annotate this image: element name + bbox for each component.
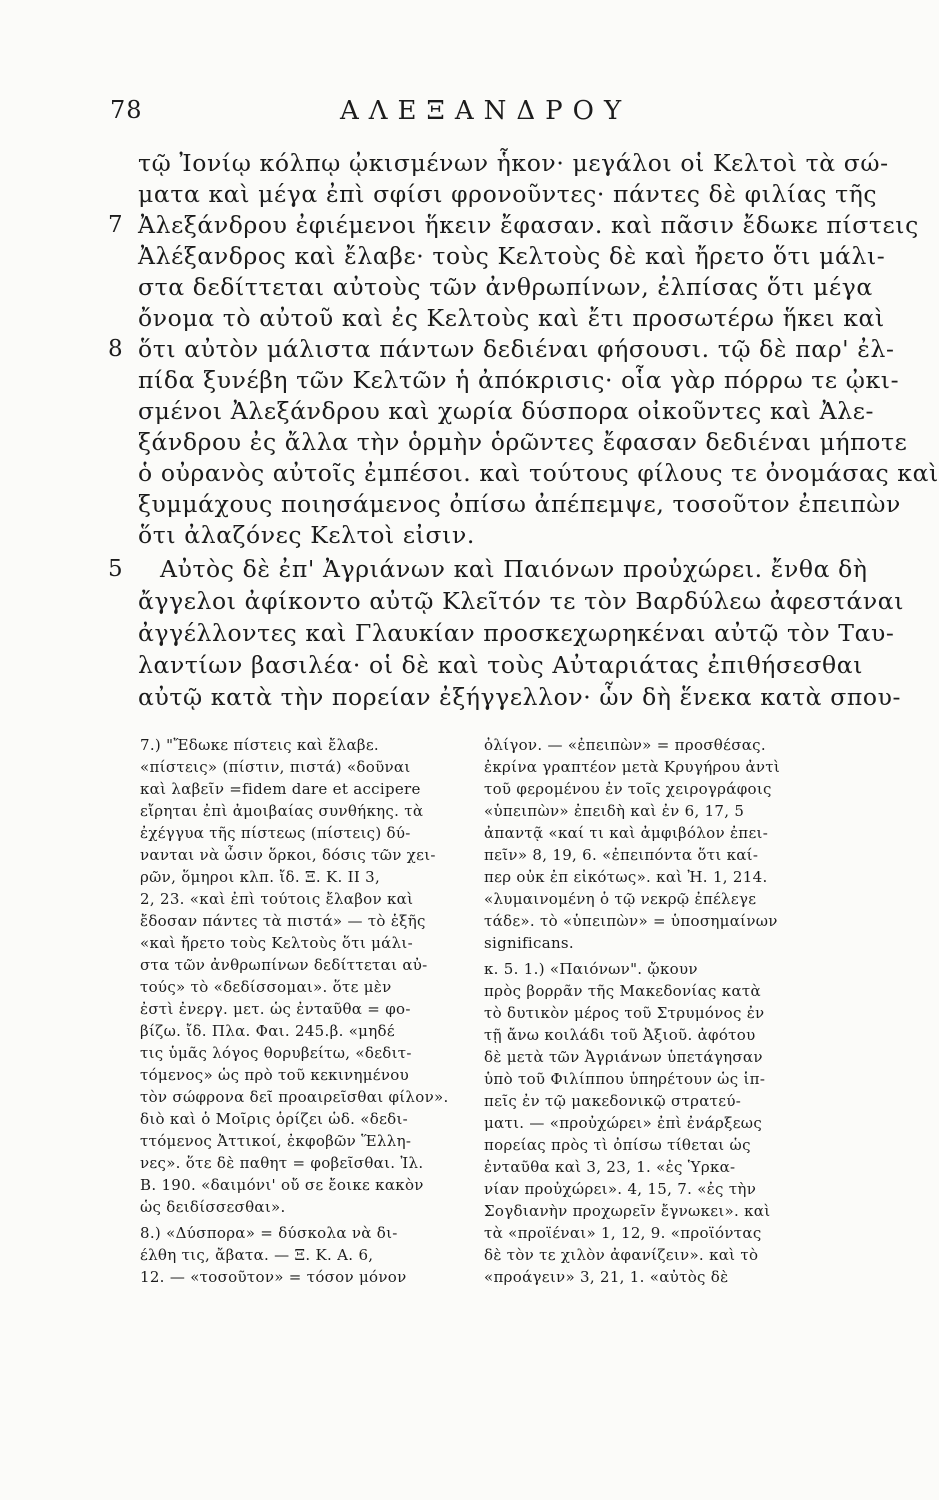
text-line: στα δεδίττεται αὐτοὺς τῶν ἀνθρωπίνων, ἐλπίσας ὅτι μέγα	[138, 273, 873, 301]
note-line: βίζω. ἴδ. Πλα. Φαι. 245.β. «μηδέ	[140, 1022, 395, 1040]
note-line: καὶ λαβεῖν =fidem dare et accipere	[140, 780, 421, 798]
text-line: Ἀλεξάνδρου ἐφιέμενοι ἥκειν ἔφασαν. καὶ πᾶσιν ἔδωκε πίστεις	[138, 211, 919, 239]
note-line: «ὑπειπὼν» ἐπειδὴ καὶ ἐν 6, 17, 5	[484, 802, 745, 820]
section-number: 8	[108, 336, 123, 362]
text-line: ὅτι αὐτὸν μάλιστα πάντων δεδιέναι φήσουσι. τῷ δὲ παρ' ἐλ-	[138, 335, 895, 363]
note-line: ὀλίγον. — «ἐπειπὼν» = προσθέσας.	[484, 736, 766, 754]
note-line: ματι. — «προὐχώρει» ἐπὶ ἐνάρξεως	[484, 1114, 763, 1132]
note-line: τόμενος» ὡς πρὸ τοῦ κεκινημένου	[140, 1066, 410, 1084]
note-line: «πίστεις» (πίστιν, πιστά) «δοῦναι	[140, 758, 411, 776]
page-number: 78	[110, 96, 143, 124]
note-line: τούς» τὸ «δεδίσσομαι». ὅτε μὲν	[140, 978, 392, 996]
note-line: Β. 190. «δαιμόνι' οὔ σε ἔοικε κακὸν	[140, 1176, 424, 1194]
note-line: νανται νὰ ὦσιν ὅρκοι, δόσις τῶν χει-	[140, 846, 436, 864]
note-line: δὲ μετὰ τῶν Ἀγριάνων ὑπετάγησαν	[484, 1048, 763, 1066]
text-notes-separator	[138, 705, 798, 706]
note-line: πρὸς βορρᾶν τῆς Μακεδονίας κατὰ	[484, 982, 761, 1000]
chapter-number: 5	[108, 556, 123, 582]
text-line: ὅτι ἀλαζόνες Κελτοὶ εἰσιν.	[138, 521, 475, 549]
note-line: διὸ καὶ ὁ Μοῖρις ὁρίζει ὡδ. «δεδι-	[140, 1110, 409, 1128]
note-line: έλθη τις, ἄβατα. — Ξ. Κ. Α. 6,	[140, 1246, 374, 1264]
note-line: τὰ «προϊέναι» 1, 12, 9. «προϊόντας	[484, 1224, 762, 1242]
note-line: ἐκρίνα γραπτέον μετὰ Κρυγήρου ἀντὶ	[484, 758, 781, 776]
note-line: νες». ὅτε δὲ παθητ = φοβεῖσθαι. Ἰλ.	[140, 1154, 424, 1172]
text-line: ξάνδρου ἐς ἄλλα τὴν ὁρμὴν ὁρῶντες ἔφασαν δεδιέναι μήποτε	[138, 428, 908, 456]
text-line: ὄνομα τὸ αὐτοῦ καὶ ἐς Κελτοὺς καὶ ἔτι προσωτέρω ἥκει καὶ	[138, 304, 885, 332]
note-line: πορείας πρὸς τὶ ὀπίσω τίθεται ὡς	[484, 1136, 751, 1154]
text-line: πίδα ξυνέβη τῶν Κελτῶν ἡ ἀπόκρισις· οἷα γὰρ πόρρω τε ᾠκι-	[138, 366, 900, 394]
note-line: τάδε». τὸ «ὑπειπὼν» = ὑποσημαίνων	[484, 912, 778, 930]
section-number: 7	[108, 212, 123, 238]
note-line: ἐστὶ ἐνεργ. μετ. ὡς ἐνταῦθα = φο-	[140, 1000, 411, 1018]
note-line: ρῶν, ὅμηροι κλπ. ἴδ. Ξ. Κ. II 3,	[140, 868, 381, 886]
note-line: νίαν προὐχώρει». 4, 15, 7. «ἐς τὴν	[484, 1180, 757, 1198]
note-line: τὸν σώφρονα δεῖ προαιρεῖσθαι φίλον».	[140, 1088, 449, 1106]
note-line: «λυμαινομένη ὁ τῷ νεκρῷ ἐπέλεγε	[484, 890, 757, 908]
note-line: ἔδοσαν πάντες τὰ πιστά» — τὸ ἑξῆς	[140, 912, 426, 930]
note-line: δὲ τὸν τε χιλὸν ἀφανίζειν». καὶ τὸ	[484, 1246, 759, 1264]
note-line: Σογδιανὴν προχωρεῖν ἔγνωκει». καὶ	[484, 1202, 771, 1220]
note-line: τῇ ἄνω κοιλάδι τοῦ Ἀξιοῦ. ἀφότου	[484, 1026, 756, 1044]
note-line: ττόμενος Ἀττικοί, ἐκφοβῶν Ἕλλη-	[140, 1132, 412, 1150]
note-line: τὸ δυτικὸν μέρος τοῦ Στρυμόνος ἐν	[484, 1004, 765, 1022]
text-line: αὐτῷ κατὰ τὴν πορείαν ἐξήγγελλον· ὧν δὴ ἕνεκα κατὰ σπου-	[138, 683, 902, 711]
note-line: ἐνταῦθα καὶ 3, 23, 1. «ἐς Ὑρκα-	[484, 1158, 736, 1176]
note-line: 2, 23. «καὶ ἐπὶ τούτοις ἔλαβον καὶ	[140, 890, 414, 908]
text-line: σμένοι Ἀλεξάνδρου καὶ χωρία δύσπορα οἰκοῦντες καὶ Ἀλε-	[138, 397, 875, 425]
running-title: ΑΛΕΞΑΝΔΡΟΥ	[340, 96, 632, 126]
text-line: ξυμμάχους ποιησάμενος ὀπίσω ἀπέπεμψε, τοσοῦτον ἐπειπὼν	[138, 490, 901, 518]
page-header	[110, 96, 790, 136]
note-line: τοῦ φερομένου ἐν τοῖς χειρογράφοις	[484, 780, 772, 798]
note-line: ὡς δειδίσσεσθαι».	[140, 1198, 286, 1216]
note-line: στα τῶν ἀνθρωπίνων δεδίττεται αὐ-	[140, 956, 428, 974]
text-line: ἀγγέλλοντες καὶ Γλαυκίαν προσκεχωρηκέναι αὐτῷ τὸν Ταυ-	[138, 619, 895, 647]
text-line: ματα καὶ μέγα ἐπὶ σφίσι φρονοῦντες· πάντες δὲ φιλίας τῆς	[138, 180, 878, 208]
text-line: τῷ Ἰονίῳ κόλπῳ ᾠκισμένων ἧκον· μεγάλοι οἱ Κελτοὶ τὰ σώ-	[138, 149, 889, 177]
note-line: πεῖν» 8, 19, 6. «ἐπειπόντα ὅτι καί-	[484, 846, 759, 864]
note-line: «προάγειν» 3, 21, 1. «αὐτὸς δὲ	[484, 1268, 729, 1286]
note-line: εἴρηται ἐπὶ ἀμοιβαίας συνθήκης. τὰ	[140, 802, 424, 820]
text-line: ἄγγελοι ἀφίκοντο αὐτῷ Κλεῖτόν τε τὸν Βαρδύλεω ἀφεστάναι	[138, 587, 905, 615]
note-line: τις ὑμᾶς λόγος θορυβείτω, «δεδιτ-	[140, 1044, 412, 1062]
note-line: significans.	[484, 934, 574, 952]
note-line: πεῖς ἐν τῷ μακεδονικῷ στρατεύ-	[484, 1092, 742, 1110]
note-line: ἐχέγγυα τῆς πίστεως (πίστεις) δύ-	[140, 824, 411, 842]
text-line: Ἀλέξανδρος καὶ ἔλαβε· τοὺς Κελτοὺς δὲ καὶ ἤρετο ὅτι μάλι-	[138, 242, 886, 270]
note-line: 7.) "Ἔδωκε πίστεις καὶ ἔλαβε.	[140, 736, 379, 754]
note-line: 8.) «Δύσπορα» = δύσκολα νὰ δι-	[140, 1224, 398, 1242]
note-line: ἀπαντᾷ «καί τι καὶ ἀμφιβόλον ἐπει-	[484, 824, 769, 842]
note-line: περ οὐκ ἐπ εἰκότως». καὶ Ἠ. 1, 214.	[484, 868, 768, 886]
note-line: «καὶ ἤρετο τοὺς Κελτοὺς ὅτι μάλι-	[140, 934, 413, 952]
text-line: λαντίων βασιλέα· οἱ δὲ καὶ τοὺς Αὐταριάτας ἐπιθήσεσθαι	[138, 651, 864, 679]
note-line: κ. 5. 1.) «Παιόνων". ᾤκουν	[484, 960, 698, 978]
note-line: 12. — «τοσοῦτον» = τόσον μόνον	[140, 1268, 407, 1286]
note-line: ὑπὸ τοῦ Φιλίππου ὑπηρέτουν ὡς ἱπ-	[484, 1070, 766, 1088]
text-line: Αὐτὸς δὲ ἐπ' Ἀγριάνων καὶ Παιόνων προὐχώρει. ἔνθα δὴ	[160, 555, 868, 583]
text-line: ὁ οὐρανὸς αὐτοῖς ἐμπέσοι. καὶ τούτους φίλους τε ὀνομάσας καὶ	[138, 459, 939, 487]
